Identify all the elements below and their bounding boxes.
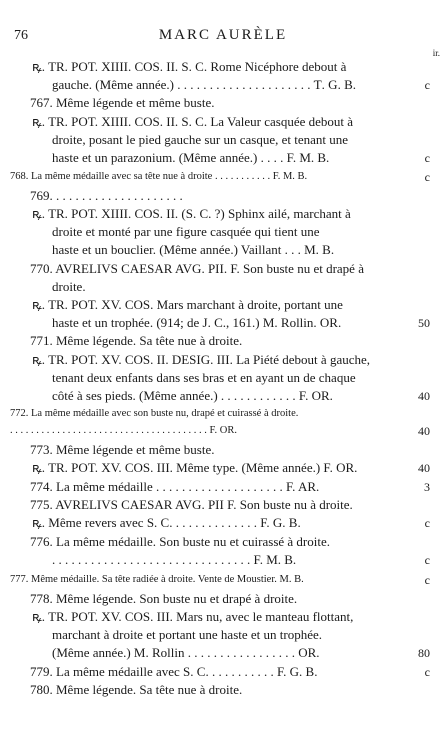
catalogue-line: droite. xyxy=(52,279,86,294)
rarity-value: 3 xyxy=(424,480,430,494)
catalogue-line: ꝶ. TR. POT. XIIII. COS. II. S. C. Rome Nicéphore debout à xyxy=(32,59,347,74)
catalogue-line: (Même année.) M. Rollin . . . . . . . . . . . . . . . . . OR. xyxy=(52,645,320,660)
catalogue-line: haste et un parazonium. (Même année.) . . . . F. M. B. xyxy=(52,150,330,165)
catalogue-line: haste et un bouclier. (Même année.) Vaillant . . . M. B. xyxy=(52,242,335,257)
rarity-value: 50 xyxy=(418,316,430,330)
rarity-value: c xyxy=(424,553,430,567)
column-head: ir. xyxy=(432,48,440,58)
rarity-value: c xyxy=(424,516,430,530)
catalogue-line: 775. AVRELIVS CAESAR AVG. PII F. Son buste nu à droite. xyxy=(30,497,353,512)
rarity-value: c xyxy=(424,151,430,165)
rarity-value: c xyxy=(424,170,430,184)
catalogue-line: droite, posant le pied gauche sur un casque, et tenant une xyxy=(52,132,349,147)
catalogue-line: 772. La même médaille avec son buste nu, drapé et cuirassé à droite. xyxy=(10,408,299,419)
catalogue-line: 778. Même légende. Son buste nu et drapé à droite. xyxy=(30,591,298,606)
catalogue-line: 767. Même légende et même buste. xyxy=(30,95,215,110)
catalogue-line: 771. Même légende. Sa tête nue à droite. xyxy=(30,333,243,348)
catalogue-line: 768. La même médaille avec sa tête nue à droite . . . . . . . . . . . F. M. B. xyxy=(10,171,308,182)
rarity-value: c xyxy=(424,573,430,587)
running-title: MARC AURÈLE xyxy=(158,27,288,43)
catalogue-line: 769. . . . . . . . . . . . . . . . . . . . . xyxy=(30,188,183,203)
catalogue-line: 770. AVRELIVS CAESAR AVG. PII. F. Son buste nu et drapé à xyxy=(30,261,364,276)
catalogue-line: côté à ses pieds. (Même année.) . . . . . . . . . . . . F. OR. xyxy=(52,388,333,403)
catalogue-line: haste et un trophée. (914; de J. C., 161.) M. Rollin. OR. xyxy=(52,315,342,330)
rarity-value: c xyxy=(424,665,430,679)
rarity-value: 40 xyxy=(418,424,430,438)
catalogue-line: . . . . . . . . . . . . . . . . . . . . . . . . . . . . . . . . . . . . . . F. OR. xyxy=(10,425,237,436)
catalogue-line: tenant deux enfants dans ses bras et en ayant un de chaque xyxy=(52,370,356,385)
catalogue-line: 780. Même légende. Sa tête nue à droite. xyxy=(30,682,243,697)
rarity-value: 40 xyxy=(418,389,430,403)
catalogue-line: marchant à droite et portant une haste et un trophée. xyxy=(52,627,323,642)
catalogue-line: gauche. (Même année.) . . . . . . . . . . . . . . . . . . . . . Ƭ. G. B. xyxy=(52,77,356,92)
catalogue-line: ꝶ. TR. POT. XV. COS. III. Mars nu, avec le manteau flottant, xyxy=(32,609,354,624)
catalogue-line: 779. La même médaille avec S. C. . . . . . . . . . . F. G. B. xyxy=(30,664,318,679)
catalogue-line: droite et monté par une figure casquée qui tient une xyxy=(52,224,320,239)
catalogue-line: 773. Même légende et même buste. xyxy=(30,442,215,457)
page-number: 76 xyxy=(14,28,28,43)
rarity-value: 40 xyxy=(418,461,430,475)
catalogue-line: ꝶ. TR. POT. XV. COS. III. Même type. (Même année.) F. OR. xyxy=(32,460,358,475)
catalogue-line: ꝶ. Même revers avec S. C. . . . . . . . . . . . . . F. G. B. xyxy=(32,515,301,530)
catalogue-line: ꝶ. TR. POT. XV. COS. II. DESIG. III. La Piété debout à gauche, xyxy=(32,352,371,367)
catalogue-line: ꝶ. TR. POT. XIIII. COS. II. S. C. La Valeur casquée debout à xyxy=(32,114,354,129)
catalogue-line: 776. La même médaille. Son buste nu et cuirassé à droite. xyxy=(30,534,330,549)
catalogue-line: ꝶ. TR. POT. XV. COS. Mars marchant à droite, portant une xyxy=(32,297,343,312)
rarity-value: c xyxy=(424,78,430,92)
catalogue-line: 774. La même médaille . . . . . . . . . . . . . . . . . . . . F. AR. xyxy=(30,479,320,494)
catalogue-line: ꝶ. TR. POT. XIIII. COS. II. (S. C. ?) Sphinx ailé, marchant à xyxy=(32,206,351,221)
catalogue-line: 777. Même médaille. Sa tête radiée à droite. Vente de Moustier. M. B. xyxy=(10,574,304,585)
rarity-value: 80 xyxy=(418,646,430,660)
catalogue-line: . . . . . . . . . . . . . . . . . . . . . . . . . . . . . . . F. M. B. xyxy=(52,552,297,567)
